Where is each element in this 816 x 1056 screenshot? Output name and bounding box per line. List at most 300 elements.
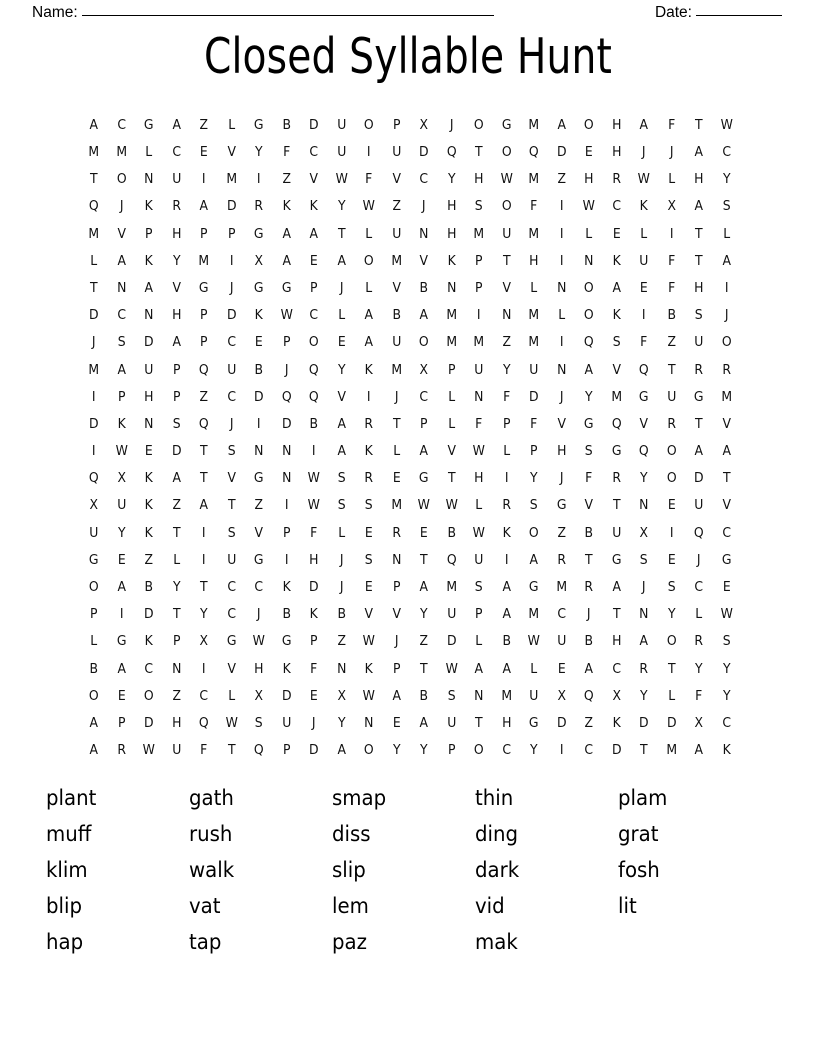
grid-letter[interactable]: R <box>611 470 621 487</box>
grid-letter[interactable]: L <box>585 225 593 242</box>
grid-letter[interactable]: C <box>501 742 511 759</box>
grid-letter[interactable]: N <box>556 279 566 296</box>
grid-letter[interactable]: P <box>199 334 208 351</box>
grid-letter[interactable]: E <box>364 579 373 596</box>
grid-letter[interactable]: K <box>309 198 318 215</box>
grid-letter[interactable]: M <box>610 388 622 405</box>
grid-letter[interactable]: Y <box>667 606 676 623</box>
grid-letter[interactable]: C <box>721 524 731 541</box>
grid-letter[interactable]: O <box>666 470 677 487</box>
grid-letter[interactable]: N <box>639 497 649 514</box>
grid-letter[interactable]: A <box>364 307 374 324</box>
grid-letter[interactable]: P <box>172 361 181 378</box>
grid-letter[interactable]: I <box>476 307 481 324</box>
grid-letter[interactable]: U <box>391 225 401 242</box>
grid-letter[interactable]: C <box>226 388 236 405</box>
grid-letter[interactable]: Q <box>638 443 649 460</box>
grid-letter[interactable]: F <box>310 660 318 677</box>
grid-letter[interactable]: B <box>254 361 264 378</box>
grid-letter[interactable]: J <box>559 388 564 405</box>
grid-letter[interactable]: D <box>308 579 319 596</box>
grid-letter[interactable]: Y <box>337 198 346 215</box>
grid-letter[interactable]: M <box>528 171 540 188</box>
grid-letter[interactable]: Y <box>529 470 538 487</box>
grid-letter[interactable]: D <box>308 116 319 133</box>
grid-letter[interactable]: F <box>310 524 318 541</box>
grid-letter[interactable]: P <box>474 606 483 623</box>
grid-letter[interactable]: C <box>556 606 566 623</box>
grid-letter[interactable]: Q <box>198 714 209 731</box>
grid-letter[interactable]: S <box>227 443 236 460</box>
grid-letter[interactable]: Q <box>528 144 539 161</box>
grid-letter[interactable]: V <box>446 443 456 460</box>
grid-letter[interactable]: I <box>641 307 646 324</box>
grid-letter[interactable]: D <box>528 388 539 405</box>
grid-letter[interactable]: A <box>694 144 704 161</box>
grid-letter[interactable]: P <box>227 225 236 242</box>
grid-letter[interactable]: Z <box>281 171 291 188</box>
grid-letter[interactable]: T <box>419 660 428 677</box>
grid-letter[interactable]: H <box>446 198 456 215</box>
grid-letter[interactable]: U <box>226 361 236 378</box>
grid-letter[interactable]: Y <box>117 524 126 541</box>
grid-letter[interactable]: I <box>229 252 234 269</box>
grid-letter[interactable]: O <box>583 116 594 133</box>
grid-letter[interactable]: U <box>336 144 346 161</box>
grid-letter[interactable]: Q <box>583 687 594 704</box>
grid-letter[interactable]: Z <box>419 633 429 650</box>
grid-letter[interactable]: S <box>474 579 483 596</box>
grid-letter[interactable]: D <box>666 714 677 731</box>
grid-letter[interactable]: M <box>500 687 512 704</box>
word-list-item[interactable]: gath <box>189 786 234 810</box>
grid-letter[interactable]: D <box>638 714 649 731</box>
grid-letter[interactable]: E <box>392 470 401 487</box>
grid-letter[interactable]: I <box>559 198 564 215</box>
grid-letter[interactable]: Y <box>639 687 648 704</box>
grid-letter[interactable]: D <box>253 388 264 405</box>
grid-letter[interactable]: F <box>695 687 703 704</box>
grid-letter[interactable]: J <box>394 388 399 405</box>
grid-letter[interactable]: O <box>363 742 374 759</box>
word-list-item[interactable]: fosh <box>618 858 660 882</box>
grid-letter[interactable]: O <box>88 687 99 704</box>
grid-letter[interactable]: C <box>419 171 429 188</box>
grid-letter[interactable]: Y <box>447 171 456 188</box>
grid-letter[interactable]: A <box>501 606 511 623</box>
grid-letter[interactable]: H <box>611 633 621 650</box>
grid-letter[interactable]: G <box>418 470 429 487</box>
grid-letter[interactable]: I <box>559 252 564 269</box>
grid-letter[interactable]: W <box>225 714 238 731</box>
grid-letter[interactable]: M <box>528 606 540 623</box>
grid-letter[interactable]: N <box>556 361 566 378</box>
grid-letter[interactable]: M <box>528 307 540 324</box>
grid-letter[interactable]: R <box>364 415 374 432</box>
grid-letter[interactable]: C <box>611 660 621 677</box>
word-list-item[interactable]: lem <box>332 894 369 918</box>
word-list-item[interactable]: slip <box>332 858 366 882</box>
grid-letter[interactable]: T <box>612 606 621 623</box>
grid-letter[interactable]: F <box>502 388 510 405</box>
grid-letter[interactable]: O <box>143 687 154 704</box>
grid-letter[interactable]: C <box>419 388 429 405</box>
grid-letter[interactable]: U <box>529 687 539 704</box>
grid-letter[interactable]: A <box>501 579 511 596</box>
grid-letter[interactable]: X <box>556 687 566 704</box>
grid-letter[interactable]: Y <box>392 742 401 759</box>
grid-letter[interactable]: Q <box>446 144 457 161</box>
grid-letter[interactable]: U <box>694 497 704 514</box>
grid-letter[interactable]: A <box>584 660 594 677</box>
grid-letter[interactable]: E <box>667 497 676 514</box>
grid-letter[interactable]: I <box>201 524 206 541</box>
grid-letter[interactable]: I <box>119 606 124 623</box>
grid-letter[interactable]: V <box>226 660 236 677</box>
grid-letter[interactable]: X <box>666 198 676 215</box>
grid-letter[interactable]: T <box>337 225 346 242</box>
grid-letter[interactable]: G <box>638 388 649 405</box>
grid-letter[interactable]: D <box>226 307 237 324</box>
grid-letter[interactable]: A <box>336 443 346 460</box>
grid-letter[interactable]: D <box>693 470 704 487</box>
grid-letter[interactable]: L <box>475 497 483 514</box>
grid-letter[interactable]: E <box>392 714 401 731</box>
grid-letter[interactable]: R <box>611 171 621 188</box>
grid-letter[interactable]: U <box>639 252 649 269</box>
grid-letter[interactable]: X <box>419 116 429 133</box>
word-list-item[interactable]: klim <box>46 858 88 882</box>
grid-letter[interactable]: K <box>447 252 456 269</box>
grid-letter[interactable]: D <box>143 334 154 351</box>
grid-letter[interactable]: H <box>171 714 181 731</box>
grid-letter[interactable]: R <box>501 497 511 514</box>
grid-letter[interactable]: N <box>474 687 484 704</box>
grid-letter[interactable]: W <box>637 171 650 188</box>
grid-letter[interactable]: P <box>502 415 511 432</box>
grid-letter[interactable]: B <box>666 307 676 324</box>
grid-letter[interactable]: T <box>667 660 676 677</box>
grid-letter[interactable]: B <box>419 687 429 704</box>
grid-letter[interactable]: F <box>585 470 593 487</box>
grid-letter[interactable]: S <box>722 633 731 650</box>
grid-letter[interactable]: T <box>227 497 236 514</box>
grid-letter[interactable]: A <box>171 116 181 133</box>
grid-letter[interactable]: I <box>724 279 729 296</box>
grid-letter[interactable]: N <box>171 660 181 677</box>
word-list-item[interactable]: plant <box>46 786 97 810</box>
grid-letter[interactable]: C <box>721 714 731 731</box>
grid-letter[interactable]: T <box>694 252 703 269</box>
grid-letter[interactable]: W <box>307 470 320 487</box>
grid-letter[interactable]: M <box>88 225 100 242</box>
grid-letter[interactable]: W <box>252 633 265 650</box>
grid-letter[interactable]: F <box>667 116 675 133</box>
grid-letter[interactable]: W <box>142 742 155 759</box>
word-list-item[interactable]: diss <box>332 822 371 846</box>
grid-letter[interactable]: J <box>311 714 316 731</box>
grid-letter[interactable]: Q <box>583 334 594 351</box>
grid-letter[interactable]: U <box>446 606 456 623</box>
grid-letter[interactable]: G <box>528 579 539 596</box>
grid-letter[interactable]: Z <box>556 524 566 541</box>
grid-letter[interactable]: N <box>391 551 401 568</box>
grid-letter[interactable]: Y <box>199 606 208 623</box>
grid-letter[interactable]: L <box>90 633 98 650</box>
grid-letter[interactable]: A <box>89 714 99 731</box>
date-write-in-line[interactable] <box>696 15 782 16</box>
grid-letter[interactable]: A <box>639 633 649 650</box>
grid-letter[interactable]: N <box>474 388 484 405</box>
grid-letter[interactable]: Q <box>281 388 292 405</box>
grid-letter[interactable]: T <box>199 443 208 460</box>
grid-letter[interactable]: U <box>171 742 181 759</box>
grid-letter[interactable]: X <box>199 633 209 650</box>
grid-letter[interactable]: G <box>253 279 264 296</box>
grid-letter[interactable]: A <box>556 116 566 133</box>
grid-letter[interactable]: V <box>584 497 594 514</box>
grid-letter[interactable]: R <box>694 633 704 650</box>
grid-letter[interactable]: Z <box>336 633 346 650</box>
grid-letter[interactable]: D <box>226 198 237 215</box>
grid-letter[interactable]: P <box>474 252 483 269</box>
grid-letter[interactable]: U <box>391 144 401 161</box>
grid-letter[interactable]: A <box>694 443 704 460</box>
grid-letter[interactable]: K <box>364 443 373 460</box>
grid-letter[interactable]: V <box>226 470 236 487</box>
grid-letter[interactable]: L <box>365 225 373 242</box>
grid-letter[interactable]: O <box>363 116 374 133</box>
grid-letter[interactable]: A <box>419 307 429 324</box>
grid-letter[interactable]: A <box>116 660 126 677</box>
grid-letter[interactable]: G <box>198 279 209 296</box>
grid-letter[interactable]: U <box>116 497 126 514</box>
grid-letter[interactable]: I <box>559 334 564 351</box>
grid-letter[interactable]: W <box>582 198 595 215</box>
grid-letter[interactable]: G <box>116 633 127 650</box>
grid-letter[interactable]: B <box>446 524 456 541</box>
grid-letter[interactable]: F <box>200 742 208 759</box>
grid-letter[interactable]: L <box>530 279 538 296</box>
grid-letter[interactable]: Q <box>308 361 319 378</box>
grid-letter[interactable]: M <box>225 171 237 188</box>
grid-letter[interactable]: E <box>309 687 318 704</box>
grid-letter[interactable]: A <box>336 415 346 432</box>
grid-letter[interactable]: P <box>199 225 208 242</box>
grid-letter[interactable]: U <box>89 524 99 541</box>
grid-letter[interactable]: I <box>201 171 206 188</box>
grid-letter[interactable]: J <box>696 551 701 568</box>
grid-letter[interactable]: V <box>721 497 731 514</box>
word-list-item[interactable]: smap <box>332 786 387 810</box>
grid-letter[interactable]: T <box>584 551 593 568</box>
grid-letter[interactable]: Q <box>198 415 209 432</box>
grid-letter[interactable]: I <box>669 524 674 541</box>
grid-letter[interactable]: W <box>362 633 375 650</box>
grid-letter[interactable]: G <box>611 443 622 460</box>
grid-letter[interactable]: W <box>472 443 485 460</box>
grid-letter[interactable]: T <box>722 470 731 487</box>
grid-letter[interactable]: Y <box>254 144 263 161</box>
grid-letter[interactable]: L <box>695 606 703 623</box>
grid-letter[interactable]: Q <box>88 198 99 215</box>
grid-letter[interactable]: Y <box>722 687 731 704</box>
grid-letter[interactable]: J <box>229 415 234 432</box>
grid-letter[interactable]: V <box>364 606 374 623</box>
grid-letter[interactable]: H <box>556 443 566 460</box>
grid-letter[interactable]: Z <box>254 497 264 514</box>
grid-letter[interactable]: E <box>667 551 676 568</box>
grid-letter[interactable]: K <box>144 198 153 215</box>
grid-letter[interactable]: K <box>309 606 318 623</box>
grid-letter[interactable]: K <box>364 361 373 378</box>
grid-letter[interactable]: O <box>473 116 484 133</box>
grid-letter[interactable]: Z <box>171 687 181 704</box>
grid-letter[interactable]: A <box>584 361 594 378</box>
grid-letter[interactable]: U <box>474 551 484 568</box>
grid-letter[interactable]: Y <box>722 171 731 188</box>
grid-letter[interactable]: A <box>281 252 291 269</box>
grid-letter[interactable]: V <box>336 388 346 405</box>
grid-letter[interactable]: O <box>501 198 512 215</box>
grid-letter[interactable]: W <box>362 198 375 215</box>
grid-letter[interactable]: U <box>226 551 236 568</box>
grid-letter[interactable]: G <box>721 551 732 568</box>
grid-letter[interactable]: O <box>666 633 677 650</box>
grid-letter[interactable]: B <box>281 606 291 623</box>
grid-letter[interactable]: M <box>445 307 457 324</box>
grid-letter[interactable]: S <box>364 551 373 568</box>
grid-letter[interactable]: W <box>362 687 375 704</box>
grid-letter[interactable]: N <box>446 279 456 296</box>
grid-letter[interactable]: M <box>88 144 100 161</box>
grid-letter[interactable]: B <box>89 660 99 677</box>
grid-letter[interactable]: X <box>419 361 429 378</box>
grid-letter[interactable]: G <box>281 633 292 650</box>
grid-letter[interactable]: A <box>639 116 649 133</box>
grid-letter[interactable]: A <box>611 279 621 296</box>
grid-letter[interactable]: S <box>117 334 126 351</box>
grid-letter[interactable]: J <box>339 551 344 568</box>
grid-letter[interactable]: K <box>722 742 731 759</box>
grid-letter[interactable]: J <box>284 361 289 378</box>
grid-letter[interactable]: P <box>282 334 291 351</box>
grid-letter[interactable]: U <box>391 334 401 351</box>
grid-letter[interactable]: N <box>281 443 291 460</box>
grid-letter[interactable]: S <box>254 714 263 731</box>
grid-letter[interactable]: Z <box>171 497 181 514</box>
grid-letter[interactable]: N <box>116 279 126 296</box>
grid-letter[interactable]: H <box>611 116 621 133</box>
grid-letter[interactable]: O <box>528 524 539 541</box>
grid-letter[interactable]: H <box>529 252 539 269</box>
grid-letter[interactable]: L <box>502 443 510 460</box>
grid-letter[interactable]: I <box>504 551 509 568</box>
grid-letter[interactable]: S <box>172 415 181 432</box>
grid-letter[interactable]: D <box>88 415 99 432</box>
grid-letter[interactable]: L <box>530 660 538 677</box>
grid-letter[interactable]: C <box>226 579 236 596</box>
grid-letter[interactable]: F <box>640 334 648 351</box>
name-write-in-line[interactable] <box>82 15 494 16</box>
grid-letter[interactable]: K <box>254 307 263 324</box>
grid-letter[interactable]: L <box>337 524 345 541</box>
grid-letter[interactable]: V <box>639 415 649 432</box>
grid-letter[interactable]: L <box>392 443 400 460</box>
grid-letter[interactable]: F <box>530 415 538 432</box>
grid-letter[interactable]: T <box>694 225 703 242</box>
grid-letter[interactable]: Z <box>666 334 676 351</box>
grid-letter[interactable]: F <box>530 198 538 215</box>
grid-letter[interactable]: D <box>143 714 154 731</box>
grid-letter[interactable]: B <box>501 633 511 650</box>
grid-letter[interactable]: C <box>694 579 704 596</box>
grid-letter[interactable]: J <box>339 579 344 596</box>
grid-letter[interactable]: O <box>88 579 99 596</box>
grid-letter[interactable]: R <box>171 198 181 215</box>
grid-letter[interactable]: C <box>171 144 181 161</box>
grid-letter[interactable]: J <box>339 279 344 296</box>
grid-letter[interactable]: O <box>721 334 732 351</box>
grid-letter[interactable]: A <box>199 198 209 215</box>
grid-letter[interactable]: H <box>309 551 319 568</box>
word-list-item[interactable]: blip <box>46 894 83 918</box>
grid-letter[interactable]: N <box>639 606 649 623</box>
grid-letter[interactable]: Y <box>337 361 346 378</box>
grid-letter[interactable]: X <box>89 497 99 514</box>
grid-letter[interactable]: M <box>528 116 540 133</box>
grid-letter[interactable]: G <box>253 225 264 242</box>
grid-letter[interactable]: P <box>89 606 98 623</box>
grid-letter[interactable]: P <box>282 742 291 759</box>
grid-letter[interactable]: V <box>391 279 401 296</box>
word-list-item[interactable]: walk <box>189 858 235 882</box>
grid-letter[interactable]: I <box>256 171 261 188</box>
grid-letter[interactable]: P <box>117 714 126 731</box>
grid-letter[interactable]: B <box>144 579 154 596</box>
grid-letter[interactable]: A <box>309 225 319 242</box>
grid-letter[interactable]: P <box>309 633 318 650</box>
grid-letter[interactable]: K <box>502 524 511 541</box>
grid-letter[interactable]: K <box>144 524 153 541</box>
grid-letter[interactable]: S <box>447 687 456 704</box>
grid-letter[interactable]: N <box>584 252 594 269</box>
grid-letter[interactable]: P <box>144 225 153 242</box>
grid-letter[interactable]: S <box>639 551 648 568</box>
grid-letter[interactable]: Z <box>556 171 566 188</box>
grid-letter[interactable]: T <box>639 742 648 759</box>
grid-letter[interactable]: M <box>473 225 485 242</box>
word-list-item[interactable]: mak <box>475 930 518 954</box>
grid-letter[interactable]: I <box>91 443 96 460</box>
grid-letter[interactable]: L <box>90 252 98 269</box>
grid-letter[interactable]: A <box>281 225 291 242</box>
grid-letter[interactable]: H <box>694 171 704 188</box>
grid-letter[interactable]: I <box>559 225 564 242</box>
grid-letter[interactable]: G <box>611 551 622 568</box>
grid-letter[interactable]: K <box>639 198 648 215</box>
grid-letter[interactable]: A <box>391 687 401 704</box>
word-list-item[interactable]: plam <box>618 786 668 810</box>
grid-letter[interactable]: Q <box>253 742 264 759</box>
grid-letter[interactable]: A <box>364 334 374 351</box>
grid-letter[interactable]: T <box>89 171 98 188</box>
grid-letter[interactable]: Y <box>419 606 428 623</box>
grid-letter[interactable]: M <box>555 579 567 596</box>
grid-letter[interactable]: R <box>666 415 676 432</box>
word-list-item[interactable]: ding <box>475 822 519 846</box>
grid-letter[interactable]: P <box>529 443 538 460</box>
